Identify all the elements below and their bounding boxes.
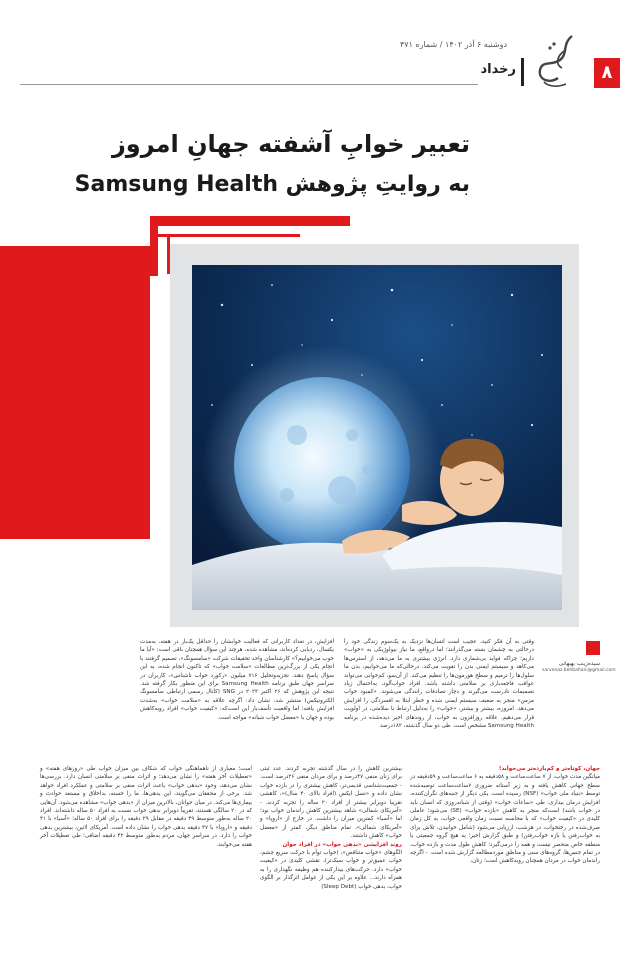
article-photo xyxy=(192,265,562,610)
subheading: روند افزایشی «بدهی خواب» در افراد جوان xyxy=(282,841,402,848)
logo-calligraphy-icon xyxy=(532,30,580,90)
body-paragraph: بیشترین کاهش را در سال گذشته تجربه کردند. عدد ثبتی برای زنان منفی ۴۷درصد و برای مردان منفی ۲۶درصد است. - جمعیت‌شناسی قدیمی‌تر، کاهش بیشتری را در بازده خواب نشان داده و «نسل ایکس (افراد بالای ۴۰ سال)»، کاهشی تقریبا دوبرابر بیشتر از افراد ۲۰ ساله را تجربه کردند. - «آمریکای شمالی» شاهد بیشترین کاهش راندمان خواب بود؛ اما «آسیا» کمترین میزان را داشت. در خارج از «اروپا» و «آمریکای شمالی»، تمام مناطق دیگر، کمتر از «معضل خواب» کاهش داشتند. xyxy=(260,766,402,840)
body-paragraph: وقتی به آن فکر کنید، عجیب است انسان‌ها نزدیک به یک‌سوم زندگی خود را درحالتی به چشمان بسته می‌گذرانند؛ اما درواقع، ما نیاز بیولوژیکی به «خواب» داریم؛ چراکه فواید بی‌شماری دارد. انرژی بیشتری به ما می‌دهد، از استرس‌ها می‌کاهد و سیستم ایمنی بدن را تقویت می‌کند. درحالی‌که ما می‌خوابیم، بدن ما سلول‌ها را ترمیم و سطح هورمون‌ها را تنظیم می‌کند. از آن‌سو، کم‌خوابی می‌تواند عواقب فاجعه‌باری بر سلامتی داشته باشد. افراد خواب‌آلود، به‌احتمال زیاد تصمیمات نادرست می‌گیرند و دچار تصادفات رانندگی می‌شوند. «کمبود خواب مزمن» منجر به ضعیف سیستم ایمنی شده و خطر ابتلا به افسردگی را افزایش می‌دهد. امروزه، بیشتر و بیشتر، «خواب» را به‌دلیل ارتباط با سلامتی، در اولویت قرار می‌دهیم. علاقه روزافزون به خواب، از روندهای اخیر دیده‌شده در برنامه Samsung Health مشخص است. طی دو سال گذشته، ۱۸۲درصد xyxy=(344,639,534,730)
publication-logo xyxy=(532,30,580,90)
section-divider xyxy=(521,58,524,86)
section-label: رخداد xyxy=(480,62,516,77)
body-column-1 xyxy=(344,638,534,730)
section-number: ۸ xyxy=(594,58,620,88)
body-column-3 xyxy=(410,765,600,866)
red-decor-bar-vertical xyxy=(150,216,158,276)
author-email: sarvenaz.behbahani@gmail.com xyxy=(542,668,616,673)
red-decor-block xyxy=(0,246,150,539)
author-marker-icon xyxy=(586,641,600,655)
sleeping-child-with-glowing-moon-image xyxy=(192,265,562,610)
page-header xyxy=(0,0,620,100)
body-paragraph: است؛ معیاری از ناهماهنگی خواب که شکاف بین میزان خواب طی «روزهای هفته» و «تعطیلات آخر هفته» را نشان می‌دهد؛ و اثرات منفی بر سلامتی انسان دارد. بررسی‌ها نشان می‌دهد، وجود «بدهی خواب» باعث اثرات منفی بر سلامتی و عملکرد افراد خواهد شد. برخی از محققان می‌گویند، این بدهی‌ها، ما را خسته، بداخلاق و مستعد حوادث و بیماری‌ها می‌کند. در میان جوانان، بالاترین میزان از «بدهی خواب» مشاهده می‌شود. آن‌هایی که در ۲۰ سالگی هستند، تقریباً دوبرابر بدهی خواب نسبت به افراد ۵۰ ساله داشته‌اند. افراد ۲۰ ساله به‌طور متوسط ۴۹ دقیقه در مقابل ۲۹ دقیقه را برای افراد ۵۰ ساله؛ «آسیا» با ۴۱ دقیقه و «اروپا» با ۴۷ دقیقه بدهی خواب را نشان داده است. آمریکای لاتین، بیشترین بدهی خواب را دارد. در سراسر جهان، مردم به‌طور متوسط ۴۲ دقیقه اضافی؛ طی تعطیلات آخر هفته می‌خوابند. xyxy=(39,766,252,848)
issue-date-line: دوشنبه ۶ آذر ۱۴۰۲ / شماره ۴۷۱ xyxy=(400,40,508,49)
author-byline xyxy=(542,640,616,673)
body-paragraph: الگوهای «خواب متناقض»، (خواب توأم با حرکت سریع چشم، خواب عمیق‌تر و خواب سبک‌تر)، نقشی کلیدی در «کیفیت خواب» دارد. حرکت‌های بیدارکننده هم وظیفه نگهداری را به همراه دارند... علاوه بر این یکی از عوامل اثرگذار بر الگوی خواب، بدهی خواب (Sleep Debt) xyxy=(260,850,402,890)
body-column-5 xyxy=(40,765,252,849)
body-paragraph: افزایش، در تعداد کاربرانی که فعالیت خوابشان را حداقل یک‌بار در هفته، به‌مدت یکسال، ردیابی کرده‌اند، مشاهده شده، هرچند این سؤال همچنان باقی است: «آیا ما خوب می‌خوابیم؟» کارشناسان واحد تحقیقات شرکت «سامسونگ»، تصمیم گرفتند با انجام یکی از بزرگ‌ترین مطالعات «سلامت خواب» که تاکنون انجام شده، به این سؤال پاسخ دهند. تجزیه‌وتحلیل ۷۱۶ میلیون «رکورد خواب ناشناس»، کاربران در سراسر جهان طبق برنامه Samsung Health برای این منظور بکار گرفته شد. نتیجه این پژوهش که ۲۶ اکتبر ۲۰۲۳ در SNG (کانال رسمی ارتباطی سامسونگ الکترونیکس) منتشر شد، نشان داد: اگرچه علاقه به «سلامت خواب» به‌شدت افزایش یافته؛ اما واقعیت تأسف‌بار این است‌که: «کیفیت خواب» افراد رو‌به‌کاهش بوده و جهان با «معضل خواب شبانه» مواجه است. xyxy=(140,639,335,721)
body-column-4 xyxy=(260,765,402,891)
article-title-line1: تعبیر خوابِ آشفته جهانِ امروز xyxy=(111,130,470,158)
article-title-line2: به روایتِ پژوهش Samsung Health xyxy=(74,172,470,197)
author-name: سیده‌زینب بهبهانی xyxy=(558,661,600,667)
header-rule xyxy=(20,84,478,85)
red-decor-thin-line xyxy=(150,234,300,237)
body-column-2 xyxy=(140,638,334,722)
body-paragraph: میانگین مدت خواب، از ۷ ساعت‌ساعت و ۵۸دقیقه به ۶ ساعت‌ساعت و ۵۹دقیقه در سطح جهانی کاهش یافته و به زیر آستانه ضروری ۷ساعت‌ساعت توصیه‌شده توسط «بنیاد ملی خواب» (NSF) رسیده است. یکی دیگر از جنبه‌های نگران‌کننده، افزایش درمان بیداری: طی «ساعات خواب» (وقتی از شبانه‌روزی که انسان باید در خواب باشد) است‌که منجر به کاهش «بازده خواب» (SE) می‌شود؛ عاملی کلیدی در «کیفیت خواب» که با محاسبه نسبت زمان واقعی خواب، به کل زمان صرف‌شده در رختخواب، در هرشب، ارزیابی می‌شود (شامل خوابیدن، تلاش برای به خواب‌رفتن یا بازه خواب‌رفتن) و طبق گزارش اخیر؛ به هیچ گروه جمعیتی یا منطقه خاص منحصر نیست و همه را درمی‌گیرد؛ کاهش طول مدت و بازده خواب، در تمام جنس‌ها، گروه‌های سنی و مناطق موردمطالعه گزارش شده است. - اگرچه راندمان خواب در مردان همچنان روبه‌کاهش است؛ زنان، xyxy=(409,774,601,865)
subheading: جهان، کوتاه‌تر و کم‌بازده‌تر می‌خوابد! xyxy=(498,766,600,772)
red-decor-bar xyxy=(150,216,350,226)
